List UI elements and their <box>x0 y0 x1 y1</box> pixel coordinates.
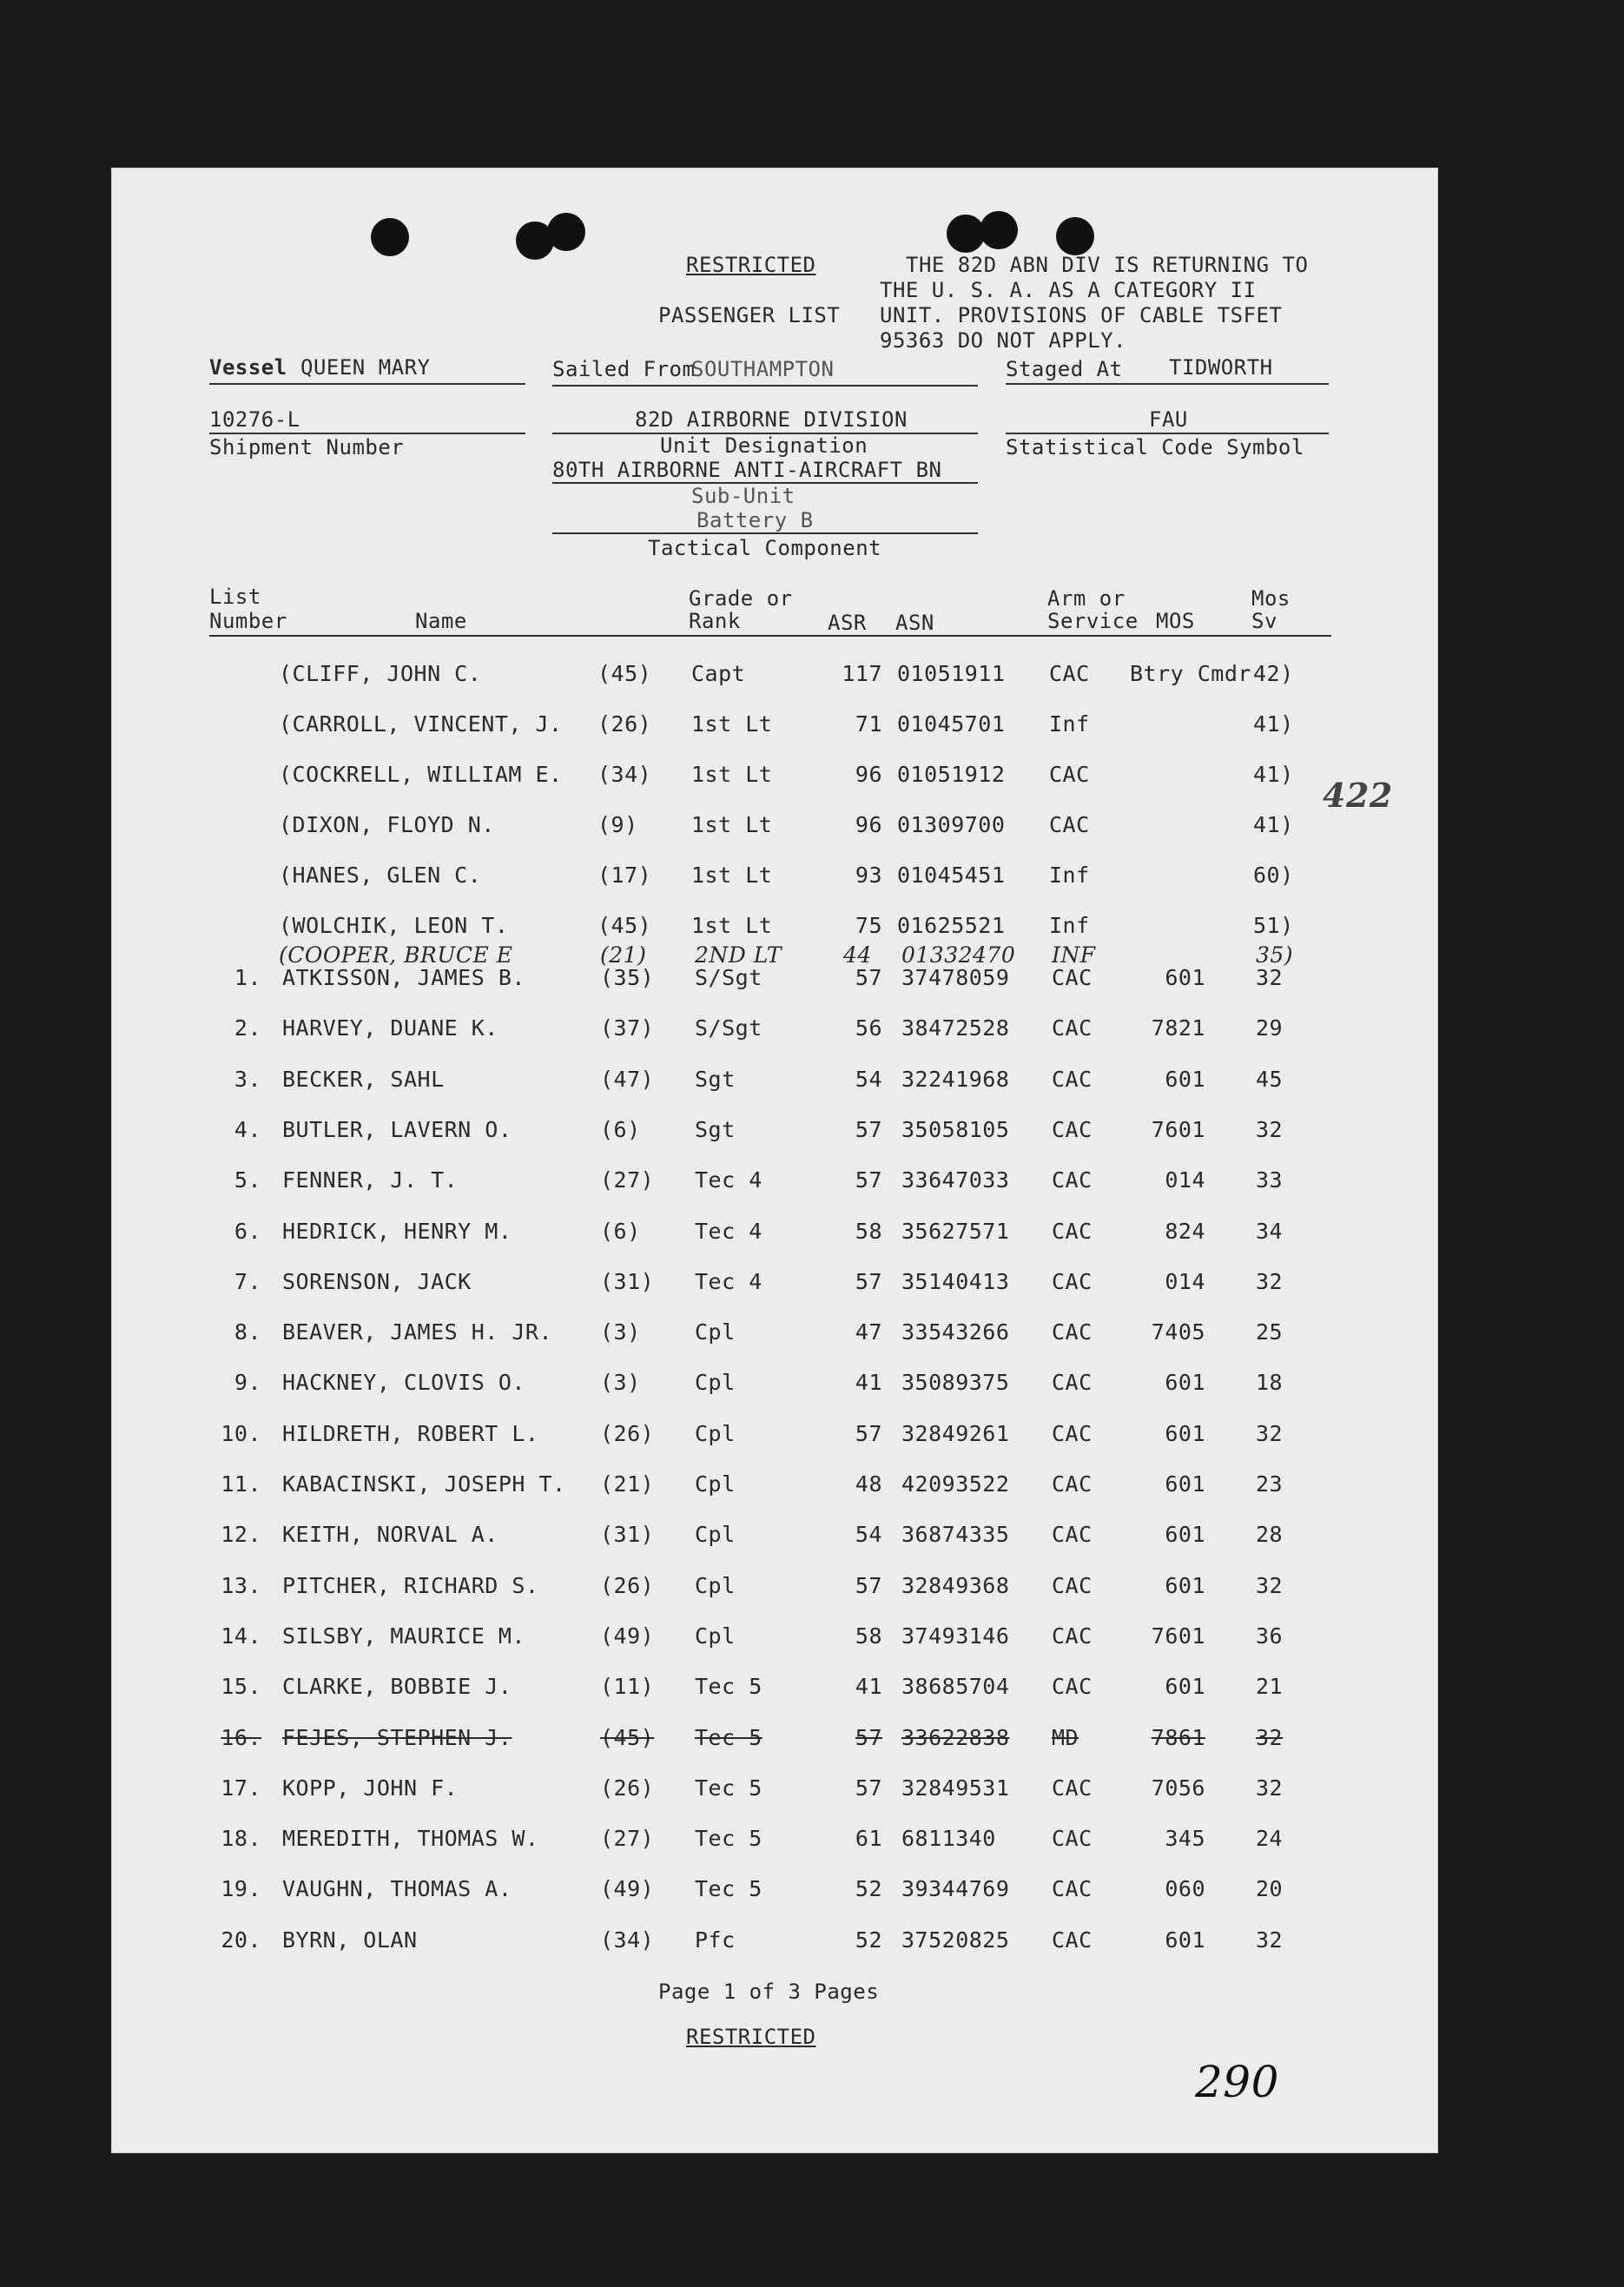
restricted-footer: RESTRICTED <box>686 2025 816 2049</box>
enlisted-asr: 57 <box>855 1116 882 1142</box>
row-number: 7. <box>234 1268 261 1294</box>
sailed-label: Sailed From <box>552 357 696 381</box>
enlisted-name: MEREDITH, THOMAS W. <box>282 1826 539 1852</box>
enlisted-sv: 33 <box>1256 1167 1284 1193</box>
enlisted-sv: 23 <box>1256 1471 1284 1497</box>
enlisted-sv: 45 <box>1256 1066 1284 1092</box>
enlisted-arm: CAC <box>1052 1066 1093 1092</box>
enlisted-rank: Cpl <box>695 1623 736 1649</box>
stat-code-rule <box>1006 433 1329 434</box>
officer-name: (CLIFF, JOHN C. <box>279 661 482 686</box>
enlisted-mos: 7601 <box>1151 1116 1205 1142</box>
shipment-label: Shipment Number <box>209 435 405 459</box>
vessel-label: Vessel <box>209 355 287 380</box>
enlisted-rank: Pfc <box>695 1927 736 1953</box>
enlisted-asr: 57 <box>855 1420 882 1446</box>
enlisted-name: SILSBY, MAURICE M. <box>282 1623 525 1649</box>
officer-rank: Capt <box>691 661 746 686</box>
enlisted-age: (6) <box>600 1116 641 1142</box>
enlisted-asn: 33543266 <box>901 1319 1010 1345</box>
enlisted-age: (27) <box>600 1826 655 1852</box>
enlisted-age: (11) <box>600 1674 655 1700</box>
enlisted-sv: 32 <box>1256 965 1284 990</box>
col-service: Service <box>1047 609 1139 633</box>
officer-arm: Inf <box>1049 863 1090 888</box>
enlisted-asr: 58 <box>855 1218 882 1244</box>
enlisted-mos: 601 <box>1165 1572 1205 1598</box>
enlisted-arm: CAC <box>1052 1471 1093 1497</box>
enlisted-mos: 060 <box>1165 1876 1205 1902</box>
enlisted-mos: 601 <box>1165 1522 1205 1548</box>
battery-rule <box>552 532 978 534</box>
enlisted-sv: 34 <box>1256 1218 1284 1244</box>
officer-asr: 93 <box>855 863 882 888</box>
unit-value: 80TH AIRBORNE ANTI-AIRCRAFT BN <box>552 458 942 482</box>
punch-hole <box>1056 217 1094 255</box>
enlisted-arm: CAC <box>1052 1876 1093 1902</box>
enlisted-rank: Cpl <box>695 1522 736 1548</box>
enlisted-age: (31) <box>600 1522 655 1548</box>
enlisted-rank: Cpl <box>695 1370 736 1396</box>
shipment-rule <box>209 433 525 434</box>
enlisted-arm: CAC <box>1052 1623 1093 1649</box>
enlisted-asr: 52 <box>855 1927 882 1953</box>
officer-arm: CAC <box>1049 661 1090 686</box>
enlisted-rank: Tec 5 <box>695 1674 762 1700</box>
enlisted-rank: Tec 5 <box>695 1826 762 1852</box>
enlisted-mos: 7601 <box>1151 1623 1205 1649</box>
officer-arm: Inf <box>1049 913 1090 938</box>
enlisted-arm: CAC <box>1052 1015 1093 1041</box>
enlisted-sv: 32 <box>1256 1420 1284 1446</box>
officer-asr: 75 <box>855 913 882 938</box>
division-value: 82D AIRBORNE DIVISION <box>635 407 908 432</box>
row-number: 14. <box>221 1623 261 1649</box>
enlisted-age: (35) <box>600 965 655 990</box>
enlisted-arm: CAC <box>1052 1420 1093 1446</box>
hw-rank: 2ND LT <box>695 942 782 968</box>
col-rank: Rank <box>689 609 741 633</box>
enlisted-name: VAUGHN, THOMAS A. <box>282 1876 512 1902</box>
enlisted-asn: 33647033 <box>901 1167 1010 1193</box>
row-number: 8. <box>234 1319 261 1345</box>
enlisted-sv: 28 <box>1256 1522 1284 1548</box>
enlisted-sv: 24 <box>1256 1826 1284 1852</box>
vessel-rule <box>209 383 525 385</box>
enlisted-asr: 56 <box>855 1015 882 1041</box>
enlisted-asr: 41 <box>855 1370 882 1396</box>
enlisted-age: (3) <box>600 1319 641 1345</box>
officer-sv: 51) <box>1253 913 1294 938</box>
officer-rank: 1st Lt <box>691 711 773 737</box>
officer-asn: 01045451 <box>897 863 1006 888</box>
officer-arm: CAC <box>1049 762 1090 787</box>
handwritten-290: 290 <box>1195 2057 1279 2107</box>
officer-mos: Btry Cmdr <box>1130 661 1251 686</box>
enlisted-age: (34) <box>600 1927 655 1953</box>
enlisted-name: HACKNEY, CLOVIS O. <box>282 1370 525 1396</box>
enlisted-asn: 37520825 <box>901 1927 1010 1953</box>
enlisted-rank: Tec 4 <box>695 1218 762 1244</box>
enlisted-rank: Tec 4 <box>695 1167 762 1193</box>
enlisted-mos: 601 <box>1165 1420 1205 1446</box>
row-number: 1. <box>234 965 261 990</box>
col-mossv-2: Sv <box>1251 609 1277 633</box>
enlisted-asn: 35140413 <box>901 1268 1010 1294</box>
enlisted-sv: 25 <box>1256 1319 1284 1345</box>
enlisted-arm: CAC <box>1052 1572 1093 1598</box>
officer-sv: 60) <box>1253 863 1294 888</box>
officer-sv: 42) <box>1253 661 1294 686</box>
enlisted-asn: 32849261 <box>901 1420 1010 1446</box>
officer-asn: 01051912 <box>897 762 1006 787</box>
enlisted-rank: Cpl <box>695 1319 736 1345</box>
enlisted-asr: 54 <box>855 1522 882 1548</box>
enlisted-asn: 42093522 <box>901 1471 1010 1497</box>
enlisted-asr: 57 <box>855 1775 882 1801</box>
enlisted-name: CLARKE, BOBBIE J. <box>282 1674 512 1700</box>
row-number: 13. <box>221 1572 261 1598</box>
row-number: 10. <box>221 1420 261 1446</box>
enlisted-asn: 35089375 <box>901 1370 1010 1396</box>
sailed-rule <box>552 385 978 387</box>
enlisted-rank: Cpl <box>695 1471 736 1497</box>
enlisted-asr: 54 <box>855 1066 882 1092</box>
shipment-number: 10276-L <box>209 407 300 432</box>
vessel-value: QUEEN MARY <box>300 355 431 380</box>
row-number: 12. <box>221 1522 261 1548</box>
enlisted-sv: 32 <box>1256 1116 1284 1142</box>
enlisted-sv: 18 <box>1256 1370 1284 1396</box>
enlisted-asn: 33622838 <box>901 1724 1010 1750</box>
enlisted-age: (45) <box>600 1724 655 1750</box>
enlisted-mos: 601 <box>1165 1066 1205 1092</box>
enlisted-age: (21) <box>600 1471 655 1497</box>
sailed-value: SOUTHAMPTON <box>691 357 835 381</box>
row-number: 16. <box>221 1724 261 1750</box>
officer-sv: 41) <box>1253 762 1294 787</box>
stamp-422: 422 <box>1323 776 1393 815</box>
enlisted-asn: 32241968 <box>901 1066 1010 1092</box>
enlisted-asn: 35627571 <box>901 1218 1010 1244</box>
enlisted-asr: 47 <box>855 1319 882 1345</box>
row-number: 17. <box>221 1775 261 1801</box>
hw-arm: INF <box>1052 942 1096 968</box>
officer-arm: CAC <box>1049 812 1090 837</box>
enlisted-name: FEJES, STEPHEN J. <box>282 1724 512 1750</box>
hw-asn: 01332470 <box>901 942 1016 968</box>
col-number: Number <box>209 609 287 633</box>
enlisted-age: (26) <box>600 1572 655 1598</box>
enlisted-name: KOPP, JOHN F. <box>282 1775 459 1801</box>
enlisted-rank: S/Sgt <box>695 965 762 990</box>
enlisted-asn: 36874335 <box>901 1522 1010 1548</box>
enlisted-asr: 57 <box>855 1167 882 1193</box>
officer-asn: 01051911 <box>897 661 1006 686</box>
enlisted-name: KABACINSKI, JOSEPH T. <box>282 1471 566 1497</box>
enlisted-name: FENNER, J. T. <box>282 1167 459 1193</box>
enlisted-name: PITCHER, RICHARD S. <box>282 1572 539 1598</box>
hw-asr: 44 <box>843 942 872 968</box>
stat-code-label: Statistical Code Symbol <box>1006 435 1304 459</box>
subunit-label: Sub-Unit <box>691 484 795 508</box>
enlisted-age: (47) <box>600 1066 655 1092</box>
enlisted-arm: CAC <box>1052 1116 1093 1142</box>
row-number: 9. <box>234 1370 261 1396</box>
enlisted-asn: 6811340 <box>901 1826 996 1852</box>
enlisted-arm: CAC <box>1052 1927 1093 1953</box>
note-line-2: THE U. S. A. AS A CATEGORY II <box>880 278 1257 302</box>
tactical-label: Tactical Component <box>648 536 882 560</box>
officer-age: (34) <box>597 762 652 787</box>
enlisted-rank: Tec 5 <box>695 1876 762 1902</box>
enlisted-mos: 601 <box>1165 1370 1205 1396</box>
enlisted-name: BEAVER, JAMES H. JR. <box>282 1319 553 1345</box>
enlisted-age: (26) <box>600 1420 655 1446</box>
row-number: 6. <box>234 1218 261 1244</box>
officer-age: (45) <box>597 913 652 938</box>
enlisted-age: (3) <box>600 1370 641 1396</box>
enlisted-asn: 32849368 <box>901 1572 1010 1598</box>
enlisted-name: SORENSON, JACK <box>282 1268 472 1294</box>
note-line-1: THE 82D ABN DIV IS RETURNING TO <box>906 253 1309 277</box>
col-asn: ASN <box>895 611 934 635</box>
officer-rank: 1st Lt <box>691 863 773 888</box>
hw-sv: 35) <box>1256 942 1294 968</box>
punch-hole <box>980 211 1018 249</box>
staged-label: Staged At <box>1006 357 1123 381</box>
enlisted-name: HILDRETH, ROBERT L. <box>282 1420 539 1446</box>
battery-value: Battery B <box>696 508 814 532</box>
row-number: 18. <box>221 1826 261 1852</box>
row-number: 3. <box>234 1066 261 1092</box>
officer-rank: 1st Lt <box>691 812 773 837</box>
enlisted-age: (31) <box>600 1268 655 1294</box>
officer-age: (9) <box>597 812 638 837</box>
enlisted-arm: MD <box>1052 1724 1079 1750</box>
enlisted-asr: 57 <box>855 1572 882 1598</box>
enlisted-sv: 32 <box>1256 1572 1284 1598</box>
officer-rank: 1st Lt <box>691 913 773 938</box>
enlisted-rank: Sgt <box>695 1066 736 1092</box>
enlisted-name: BECKER, SAHL <box>282 1066 445 1092</box>
officer-age: (26) <box>597 711 652 737</box>
enlisted-arm: CAC <box>1052 1370 1093 1396</box>
stat-code-value: FAU <box>1149 407 1188 432</box>
enlisted-asn: 37493146 <box>901 1623 1010 1649</box>
enlisted-asr: 58 <box>855 1623 882 1649</box>
row-number: 5. <box>234 1167 261 1193</box>
enlisted-arm: CAC <box>1052 1268 1093 1294</box>
row-number: 11. <box>221 1471 261 1497</box>
enlisted-age: (49) <box>600 1876 655 1902</box>
note-line-3: UNIT. PROVISIONS OF CABLE TSFET <box>880 303 1283 327</box>
enlisted-name: BUTLER, LAVERN O. <box>282 1116 512 1142</box>
unit-designation-label: Unit Designation <box>660 433 868 458</box>
enlisted-rank: Tec 5 <box>695 1775 762 1801</box>
enlisted-asn: 37478059 <box>901 965 1010 990</box>
enlisted-mos: 601 <box>1165 1927 1205 1953</box>
staged-rule <box>1006 383 1329 385</box>
enlisted-mos: 7056 <box>1151 1775 1205 1801</box>
officer-asn: 01625521 <box>897 913 1006 938</box>
enlisted-rank: Tec 5 <box>695 1724 762 1750</box>
col-arm: Arm or <box>1047 586 1126 611</box>
row-number: 19. <box>221 1876 261 1902</box>
col-mos: MOS <box>1156 609 1195 633</box>
enlisted-sv: 20 <box>1256 1876 1284 1902</box>
enlisted-sv: 36 <box>1256 1623 1284 1649</box>
enlisted-name: ATKISSON, JAMES B. <box>282 965 525 990</box>
hw-age: (21) <box>600 942 647 968</box>
col-name: Name <box>415 609 467 633</box>
enlisted-mos: 7861 <box>1151 1724 1205 1750</box>
enlisted-rank: Sgt <box>695 1116 736 1142</box>
enlisted-mos: 601 <box>1165 1674 1205 1700</box>
enlisted-asn: 38685704 <box>901 1674 1010 1700</box>
enlisted-arm: CAC <box>1052 1522 1093 1548</box>
enlisted-mos: 7405 <box>1151 1319 1205 1345</box>
enlisted-arm: CAC <box>1052 1826 1093 1852</box>
enlisted-rank: Tec 4 <box>695 1268 762 1294</box>
enlisted-mos: 601 <box>1165 965 1205 990</box>
passenger-list-title: PASSENGER LIST <box>658 303 841 327</box>
enlisted-asr: 61 <box>855 1826 882 1852</box>
officer-asr: 117 <box>842 661 882 686</box>
enlisted-sv: 32 <box>1256 1724 1284 1750</box>
punch-hole <box>371 218 409 256</box>
enlisted-rank: Cpl <box>695 1572 736 1598</box>
enlisted-mos: 824 <box>1165 1218 1205 1244</box>
punch-hole <box>547 213 585 251</box>
row-number: 4. <box>234 1116 261 1142</box>
officer-asr: 96 <box>855 812 882 837</box>
officer-name: (DIXON, FLOYD N. <box>279 812 495 837</box>
officer-name: (HANES, GLEN C. <box>279 863 482 888</box>
officer-asn: 01045701 <box>897 711 1006 737</box>
officer-sv: 41) <box>1253 711 1294 737</box>
enlisted-name: HARVEY, DUANE K. <box>282 1015 498 1041</box>
enlisted-arm: CAC <box>1052 1167 1093 1193</box>
enlisted-age: (26) <box>600 1775 655 1801</box>
officer-name: (WOLCHIK, LEON T. <box>279 913 509 938</box>
enlisted-asr: 52 <box>855 1876 882 1902</box>
enlisted-age: (6) <box>600 1218 641 1244</box>
row-number: 2. <box>234 1015 261 1041</box>
enlisted-sv: 29 <box>1256 1015 1284 1041</box>
enlisted-arm: CAC <box>1052 1674 1093 1700</box>
enlisted-arm: CAC <box>1052 965 1093 990</box>
enlisted-name: BYRN, OLAN <box>282 1927 418 1953</box>
officer-rank: 1st Lt <box>691 762 773 787</box>
enlisted-sv: 32 <box>1256 1775 1284 1801</box>
officer-name: (CARROLL, VINCENT, J. <box>279 711 563 737</box>
hw-name: (COOPER, BRUCE E <box>279 942 513 968</box>
officer-asn: 01309700 <box>897 812 1006 837</box>
enlisted-sv: 32 <box>1256 1927 1284 1953</box>
officer-age: (45) <box>597 661 652 686</box>
enlisted-asn: 39344769 <box>901 1876 1010 1902</box>
col-list: List <box>209 585 261 609</box>
enlisted-asn: 35058105 <box>901 1116 1010 1142</box>
header-rule <box>209 635 1331 637</box>
officer-sv: 41) <box>1253 812 1294 837</box>
enlisted-name: KEITH, NORVAL A. <box>282 1522 498 1548</box>
col-grade: Grade or <box>689 586 793 611</box>
officer-name: (COCKRELL, WILLIAM E. <box>279 762 563 787</box>
enlisted-mos: 345 <box>1165 1826 1205 1852</box>
enlisted-asr: 48 <box>855 1471 882 1497</box>
officer-asr: 96 <box>855 762 882 787</box>
enlisted-asn: 38472528 <box>901 1015 1010 1041</box>
staged-value: TIDWORTH <box>1169 355 1273 380</box>
enlisted-asr: 57 <box>855 1268 882 1294</box>
enlisted-mos: 7821 <box>1151 1015 1205 1041</box>
enlisted-arm: CAC <box>1052 1775 1093 1801</box>
page-count: Page 1 of 3 Pages <box>658 1980 880 2004</box>
enlisted-rank: Cpl <box>695 1420 736 1446</box>
enlisted-age: (27) <box>600 1167 655 1193</box>
note-line-4: 95363 DO NOT APPLY. <box>880 328 1127 353</box>
officer-age: (17) <box>597 863 652 888</box>
enlisted-asn: 32849531 <box>901 1775 1010 1801</box>
enlisted-asr: 57 <box>855 965 882 990</box>
col-mossv-1: Mos <box>1251 586 1291 611</box>
enlisted-asr: 57 <box>855 1724 882 1750</box>
enlisted-age: (49) <box>600 1623 655 1649</box>
col-asr: ASR <box>828 611 867 635</box>
officer-asr: 71 <box>855 711 882 737</box>
enlisted-rank: S/Sgt <box>695 1015 762 1041</box>
enlisted-name: HEDRICK, HENRY M. <box>282 1218 512 1244</box>
restricted-header: RESTRICTED <box>686 253 816 277</box>
enlisted-mos: 601 <box>1165 1471 1205 1497</box>
passenger-list-page <box>111 168 1438 2153</box>
enlisted-mos: 014 <box>1165 1268 1205 1294</box>
enlisted-asr: 41 <box>855 1674 882 1700</box>
enlisted-mos: 014 <box>1165 1167 1205 1193</box>
row-number: 15. <box>221 1674 261 1700</box>
enlisted-age: (37) <box>600 1015 655 1041</box>
row-number: 20. <box>221 1927 261 1953</box>
enlisted-arm: CAC <box>1052 1218 1093 1244</box>
enlisted-sv: 32 <box>1256 1268 1284 1294</box>
enlisted-sv: 21 <box>1256 1674 1284 1700</box>
enlisted-arm: CAC <box>1052 1319 1093 1345</box>
officer-arm: Inf <box>1049 711 1090 737</box>
